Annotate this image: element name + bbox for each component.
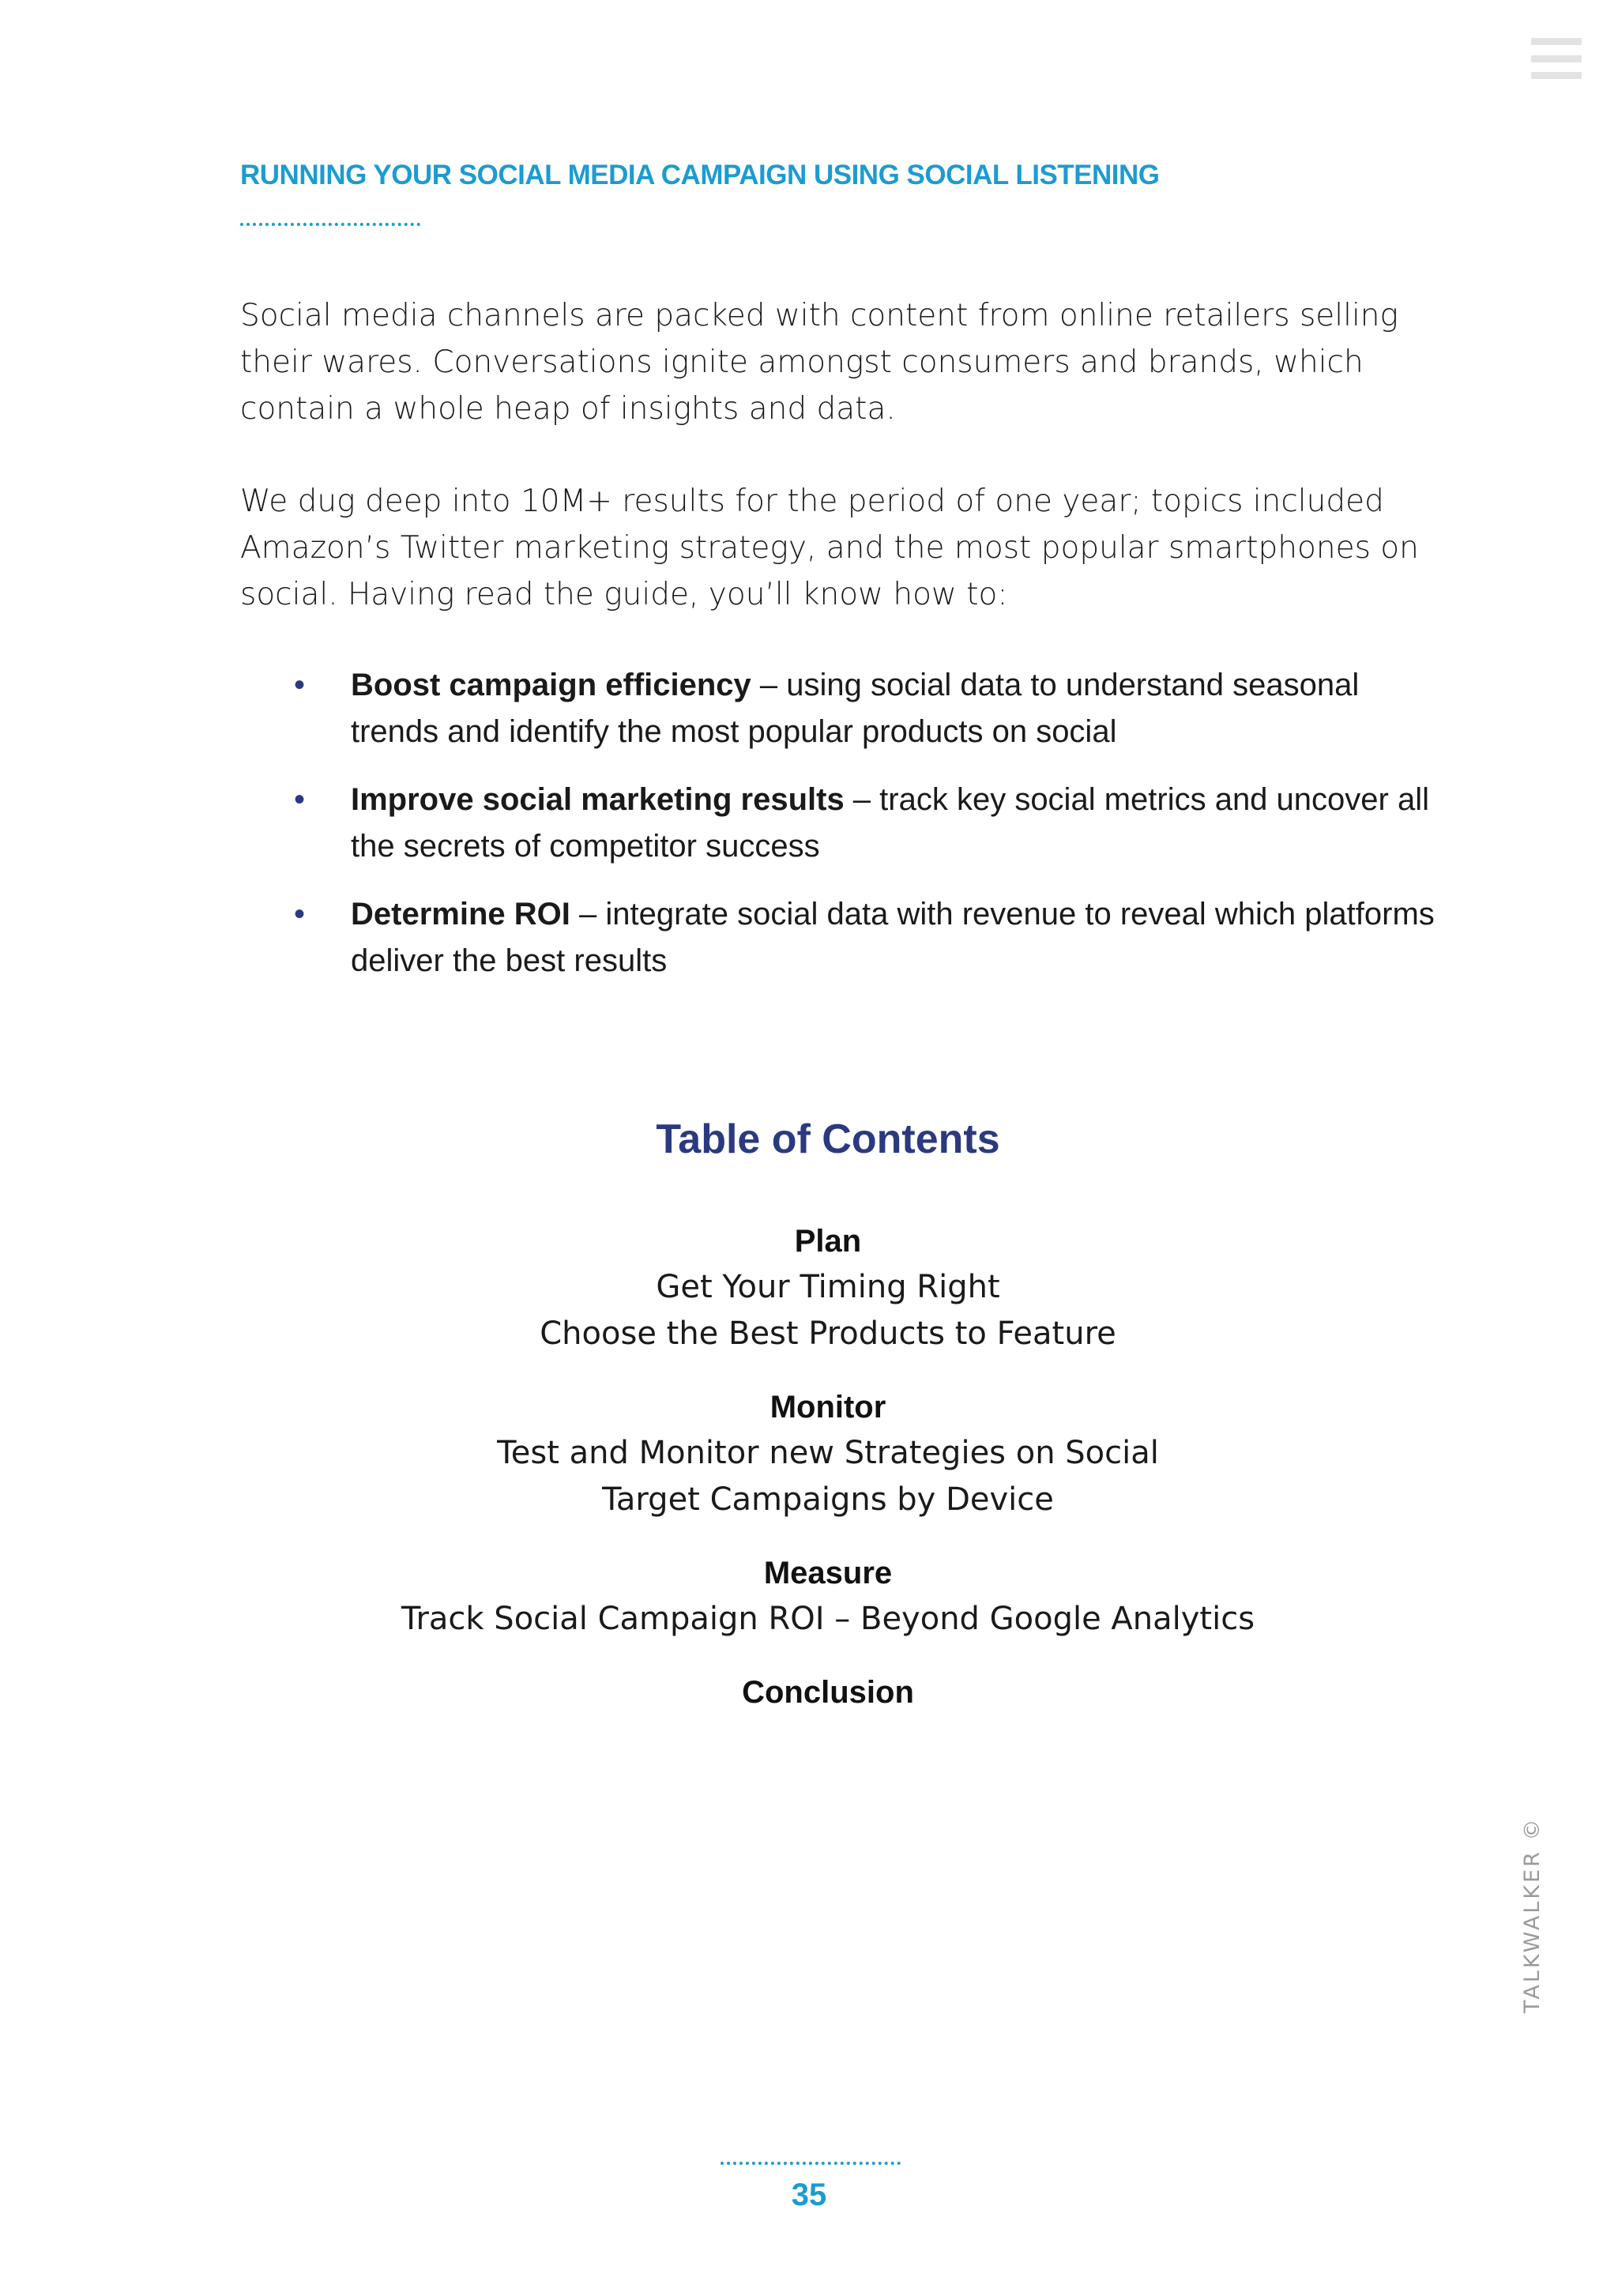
bullet-text: – track key social metrics and uncover all the secrets of competitor success [351, 782, 1429, 864]
toc-item-products[interactable]: Choose the Best Products to Feature [540, 1315, 1116, 1352]
menu-bar [1531, 72, 1582, 79]
toc-section-plan[interactable]: Plan [794, 1224, 862, 1259]
benefits-list [240, 662, 1441, 1006]
hamburger-menu-icon[interactable] [1531, 38, 1582, 79]
bullet-bold-label: Improve social marketing results [351, 782, 845, 817]
toc-group-plan [0, 1218, 1618, 1357]
intro-paragraph-2: We dug deep into 10M+ results for the period of one year; topics included Amazon’s Twitter marketing strategy, and the most popular smartphones on social. Having read the guide, you’ll know how to: [240, 484, 1419, 612]
table-of-contents [0, 1218, 1618, 1742]
list-item [240, 662, 1441, 755]
toc-item-device[interactable]: Target Campaigns by Device [602, 1481, 1054, 1518]
bullet-bold-label: Boost campaign efficiency [351, 668, 751, 702]
page-header-title: RUNNING YOUR SOCIAL MEDIA CAMPAIGN USING SOCIAL LISTENING [240, 160, 1160, 190]
toc-title: Table of Contents [656, 1116, 1000, 1162]
bullet-text: – integrate social data with revenue to reveal which platforms deliver the best results [351, 897, 1435, 978]
bullet-bold-label: Determine ROI [351, 897, 570, 932]
bullet-text: – using social data to understand seasonal trends and identify the most popular products on social [351, 668, 1360, 749]
bullet-dot-icon: • [294, 782, 306, 817]
header-dotted-divider [240, 223, 420, 226]
toc-section-measure[interactable]: Measure [763, 1556, 893, 1590]
menu-bar [1531, 55, 1582, 62]
intro-paragraph-1: Social media channels are packed with content from online retailers selling their wares. Conversations ignite amongst consumers and brands, which contain a whole heap of insights and data. [240, 298, 1398, 427]
toc-group-monitor [0, 1384, 1618, 1523]
toc-item-timing[interactable]: Get Your Timing Right [656, 1269, 1000, 1305]
page-number: 35 [791, 2177, 827, 2212]
toc-group-measure [0, 1550, 1618, 1643]
toc-item-strategies[interactable]: Test and Monitor new Strategies on Social [497, 1435, 1159, 1471]
list-item [240, 777, 1441, 870]
bullet-dot-icon: • [294, 668, 306, 702]
toc-item-roi[interactable]: Track Social Campaign ROI – Beyond Google Analytics [401, 1601, 1255, 1637]
bullet-dot-icon: • [294, 897, 306, 932]
menu-bar [1531, 38, 1582, 45]
toc-section-monitor[interactable]: Monitor [769, 1390, 886, 1425]
footer-dotted-divider [721, 2162, 901, 2165]
talkwalker-watermark: TALKWALKER © [1520, 1816, 1545, 2013]
toc-group-conclusion [0, 1669, 1618, 1715]
list-item [240, 891, 1441, 984]
toc-section-conclusion[interactable]: Conclusion [742, 1675, 914, 1710]
